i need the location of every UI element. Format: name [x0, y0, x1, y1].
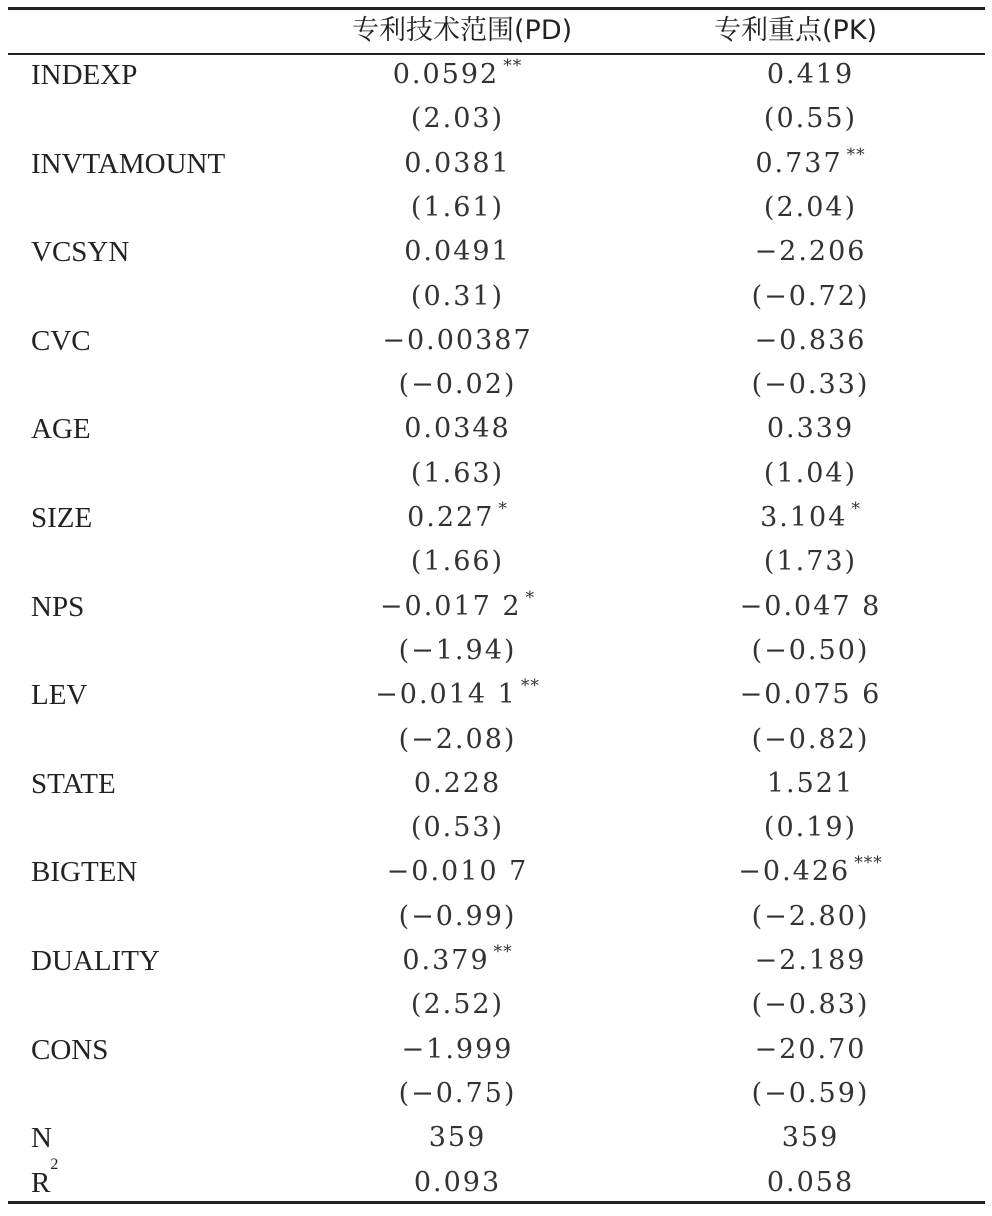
row-label: [31, 230, 129, 274]
row-label: [31, 53, 137, 97]
pd-value: −0.00387: [382, 324, 533, 356]
table-row: [0, 1155, 992, 1205]
pd-cell: [375, 319, 540, 363]
pd-cell: [375, 673, 540, 720]
pk-cell: [728, 673, 893, 717]
pk-cell: [728, 97, 893, 141]
pk-cell: [728, 850, 893, 897]
pd-cell: [375, 142, 540, 186]
pk-cell: [728, 53, 893, 97]
table-row: [0, 1072, 992, 1116]
pd-cell: [375, 718, 540, 762]
pd-cell: [375, 275, 540, 319]
row-label: [31, 319, 91, 363]
pd-value: (−0.02): [398, 369, 517, 401]
pd-value: 0.0592: [392, 59, 500, 90]
row-label: [31, 142, 225, 186]
pd-value: 0.0381: [404, 147, 511, 179]
table-row: [0, 540, 992, 584]
pd-value: 0.228: [413, 767, 502, 799]
significance-stars: **: [846, 144, 866, 165]
table-row: [0, 186, 992, 230]
pk-value: −0.426: [738, 856, 851, 888]
pd-value: (1.61): [410, 191, 505, 223]
pk-value: −2.189: [754, 945, 867, 976]
pk-value: −2.206: [754, 236, 867, 268]
pk-value: 0.737: [755, 147, 843, 179]
row-label: [31, 1155, 59, 1205]
table-row: [0, 53, 992, 97]
table-row: [0, 895, 992, 939]
pk-value: (−0.72): [751, 280, 870, 312]
pk-cell: [728, 407, 893, 451]
pd-cell: [375, 1072, 540, 1116]
row-label: [31, 1116, 52, 1160]
row-label-superscript: 2: [50, 1155, 59, 1173]
pd-cell: [375, 983, 540, 1027]
row-label-text: INVTAMOUNT: [31, 147, 226, 180]
pk-cell: [728, 452, 893, 496]
pk-value: −20.70: [754, 1033, 867, 1065]
pk-value: (2.04): [763, 191, 858, 223]
pk-cell: [728, 186, 893, 230]
pd-cell: [375, 762, 540, 806]
pd-value: (1.66): [410, 546, 505, 578]
pk-value: 359: [781, 1122, 840, 1154]
pk-cell: [728, 1028, 893, 1072]
table-row: [0, 585, 992, 629]
pk-value: (−0.83): [751, 989, 870, 1021]
table-row: [0, 452, 992, 496]
row-label-text: LEV: [31, 679, 88, 712]
header-pk: 专利重点(PK): [714, 15, 878, 46]
pk-cell: [728, 275, 893, 319]
pk-value: (−2.80): [751, 900, 870, 932]
pd-cell: [375, 629, 540, 673]
significance-stars: *: [851, 499, 861, 519]
pk-value: (−0.50): [751, 634, 870, 666]
row-label-text: SIZE: [31, 502, 93, 534]
table-row: [0, 850, 992, 894]
pd-cell: [375, 53, 540, 100]
pd-cell: [375, 939, 540, 986]
pk-value: 1.521: [766, 767, 855, 799]
row-label-text: CVC: [31, 324, 91, 357]
row-label: [31, 407, 91, 451]
table-row: [0, 496, 992, 540]
table-row: [0, 1028, 992, 1072]
pd-value: (2.03): [410, 103, 505, 135]
pk-cell: [728, 230, 893, 274]
pd-cell: [375, 850, 540, 894]
pk-value: 3.104: [760, 502, 848, 533]
pd-cell: [375, 585, 540, 632]
table-row: [0, 1116, 992, 1160]
pk-cell: [728, 496, 893, 543]
pd-value: −1.999: [401, 1033, 514, 1065]
significance-stars: **: [493, 942, 513, 962]
pd-value: (1.63): [410, 457, 505, 489]
row-label-text: BIGTEN: [31, 856, 138, 889]
row-label: [31, 673, 87, 717]
pd-value: (2.52): [410, 989, 505, 1021]
pk-cell: [728, 983, 893, 1027]
pd-cell: [375, 363, 540, 407]
pk-value: (1.73): [763, 546, 858, 578]
pd-cell: [375, 407, 540, 451]
table-row: [0, 97, 992, 141]
significance-stars: ***: [854, 853, 883, 874]
pk-cell: [728, 540, 893, 584]
pd-cell: [375, 895, 540, 939]
pk-value: (0.19): [763, 812, 858, 844]
row-label-text: R: [31, 1166, 51, 1199]
row-label-text: INDEXP: [31, 59, 138, 91]
table-row: [0, 407, 992, 451]
pk-value: −0.075 6: [739, 679, 882, 711]
pd-cell: [375, 186, 540, 230]
table-row: [0, 762, 992, 806]
pk-cell: [728, 895, 893, 939]
pk-value: 0.339: [766, 413, 855, 445]
significance-stars: *: [525, 587, 536, 608]
pd-cell: [375, 452, 540, 496]
table-row: [0, 806, 992, 850]
row-label-text: VCSYN: [31, 236, 130, 269]
top-rule: [8, 7, 985, 10]
significance-stars: *: [498, 499, 508, 519]
table-row: [0, 983, 992, 1027]
pk-cell: [728, 939, 893, 983]
row-label: [31, 762, 116, 806]
row-label: [31, 939, 160, 983]
pk-cell: [728, 806, 893, 850]
pk-cell: [728, 1072, 893, 1116]
row-label-text: CONS: [31, 1033, 109, 1066]
pk-value: (−0.59): [751, 1077, 870, 1109]
row-label-text: STATE: [31, 767, 116, 800]
pd-value: 0.0491: [404, 236, 511, 268]
table-row: [0, 319, 992, 363]
table-row: [0, 673, 992, 717]
pd-cell: [375, 540, 540, 584]
pd-value: (−2.08): [398, 723, 517, 755]
bottom-rule: [8, 1201, 985, 1204]
pk-cell: [728, 718, 893, 762]
pd-value: (0.53): [410, 812, 505, 844]
row-label-text: AGE: [31, 413, 91, 446]
significance-stars: **: [503, 56, 523, 76]
pd-value: 0.379: [402, 945, 490, 976]
pk-value: (−0.33): [751, 369, 870, 401]
table-row: [0, 939, 992, 983]
pd-cell: [375, 806, 540, 850]
pk-cell: [728, 1161, 893, 1205]
row-label: [31, 496, 92, 540]
pk-value: (−0.82): [751, 723, 870, 755]
pk-value: −0.836: [754, 324, 867, 356]
table-row: [0, 142, 992, 186]
pk-cell: [728, 585, 893, 629]
pd-value: 0.0348: [404, 413, 511, 445]
pd-cell: [375, 1161, 540, 1205]
row-label-text: DUALITY: [31, 945, 160, 977]
pk-value: −0.047 8: [739, 590, 882, 622]
row-label-text: NPS: [31, 590, 85, 623]
pd-cell: [375, 230, 540, 274]
pk-cell: [728, 1116, 893, 1160]
header-pd: 专利技术范围(PD): [352, 15, 573, 46]
significance-stars: **: [520, 676, 540, 697]
table-row: [0, 629, 992, 673]
pd-value: 359: [428, 1122, 487, 1154]
pk-value: 0.419: [766, 59, 855, 90]
pk-value: (1.04): [763, 457, 858, 489]
table-row: [0, 363, 992, 407]
pk-cell: [728, 363, 893, 407]
pd-value: 0.093: [413, 1166, 502, 1198]
pd-value: 0.227: [407, 502, 495, 533]
table-row: [0, 718, 992, 762]
pd-value: (−0.75): [398, 1077, 517, 1109]
pd-cell: [375, 1116, 540, 1160]
row-label: [31, 850, 137, 894]
pd-value: (−1.94): [398, 634, 517, 666]
pk-cell: [728, 319, 893, 363]
pd-value: −0.017 2: [379, 590, 522, 622]
pd-value: −0.014 1: [375, 679, 517, 711]
pk-value: 0.058: [766, 1166, 855, 1198]
pd-value: (0.31): [410, 280, 505, 312]
row-label-text: N: [31, 1122, 52, 1155]
pd-value: (−0.99): [398, 900, 517, 932]
row-label: [31, 1028, 108, 1072]
pd-value: −0.010 7: [386, 856, 529, 888]
pd-cell: [375, 1028, 540, 1072]
pd-cell: [375, 97, 540, 141]
pk-cell: [728, 762, 893, 806]
pk-cell: [728, 629, 893, 673]
pk-value: (0.55): [763, 103, 858, 135]
pk-cell: [728, 142, 893, 189]
table-row: [0, 275, 992, 319]
table-row: [0, 230, 992, 274]
pd-cell: [375, 496, 540, 543]
row-label: [31, 585, 84, 629]
